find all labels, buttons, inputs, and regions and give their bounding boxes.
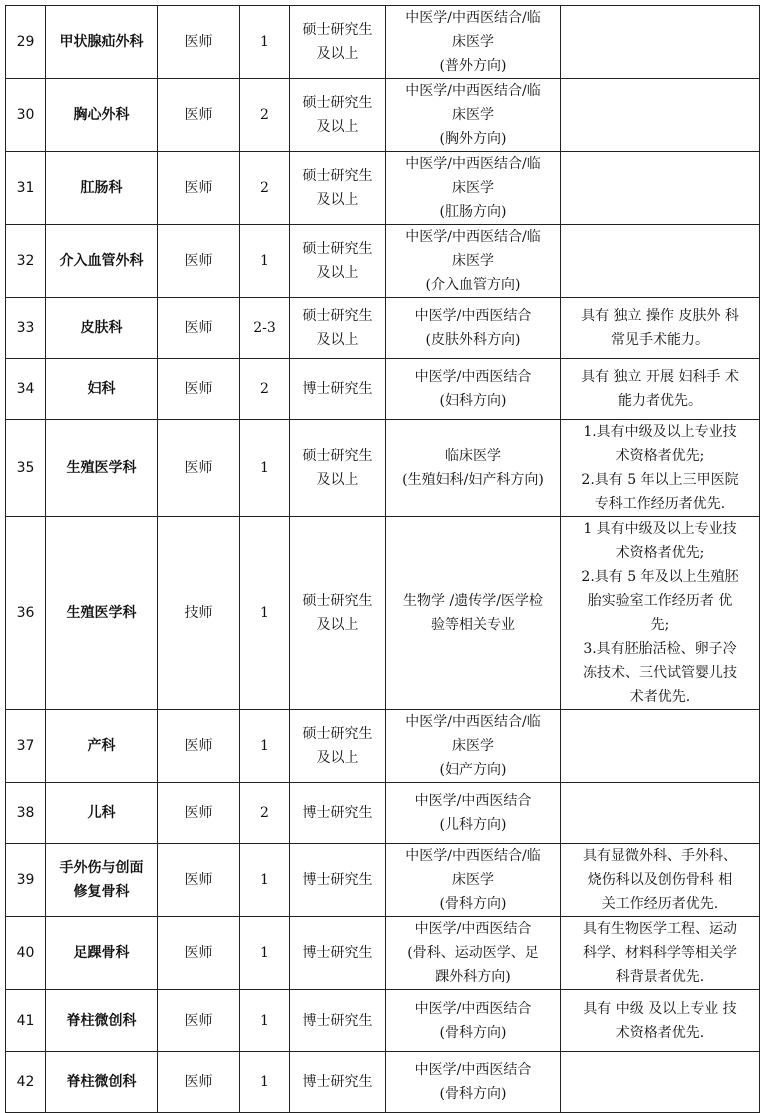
cell-text-line: 硕士研究生 (302, 726, 373, 742)
cell-text-line: 博士研究生 (302, 945, 373, 961)
cell-text: 32 (16, 253, 35, 269)
cell-text-line: 临床医学 (445, 448, 501, 464)
cell-text-line: (介入血管方向) (425, 277, 521, 293)
cell-text-line: 踝外科方向) (435, 969, 511, 985)
headcount-cell (240, 420, 290, 517)
row-number-cell (6, 225, 46, 298)
headcount-cell (240, 990, 290, 1052)
table-row (6, 225, 760, 298)
headcount-cell (240, 783, 290, 844)
cell-text: 1 (260, 738, 269, 754)
major-cell (386, 225, 561, 298)
requirement-cell (561, 298, 760, 359)
requirement-cell (561, 420, 760, 517)
position-cell (158, 225, 240, 298)
row-number-cell (6, 783, 46, 844)
department-cell (46, 1052, 158, 1113)
cell-text-line: 博士研究生 (302, 1012, 373, 1029)
cell-text-line: 中医学/中西医结合/临 (405, 229, 541, 245)
cell-text-line: 及以上 (316, 750, 359, 766)
cell-text: 医师 (184, 738, 213, 754)
education-cell (290, 225, 386, 298)
headcount-cell (240, 710, 290, 783)
cell-text: 2 (260, 107, 269, 123)
department-cell (46, 783, 158, 844)
major-cell (386, 152, 561, 225)
headcount-cell (240, 844, 290, 917)
cell-text-line: 及以上 (316, 119, 359, 135)
education-cell (290, 152, 386, 225)
cell-text-line: 及以上 (316, 617, 359, 633)
cell-text: 医师 (184, 460, 213, 476)
cell-text-line: 甲状腺疝外科 (59, 34, 144, 50)
department-cell (46, 6, 158, 79)
position-cell (158, 1052, 240, 1113)
cell-text: 33 (16, 320, 35, 336)
table-row (6, 152, 760, 225)
cell-text: 29 (16, 34, 35, 50)
department-cell (46, 152, 158, 225)
major-cell (386, 517, 561, 710)
cell-text-line: 术资格者优先; (615, 448, 705, 464)
position-cell (158, 844, 240, 917)
row-number-cell (6, 6, 46, 79)
row-number-cell (6, 298, 46, 359)
row-number-cell (6, 917, 46, 990)
cell-text-line: 修复骨科 (73, 884, 130, 900)
requirement-cell (561, 844, 760, 917)
table-row (6, 990, 760, 1052)
department-cell (46, 298, 158, 359)
department-cell (46, 225, 158, 298)
requirement-cell (561, 359, 760, 420)
requirement-cell (561, 517, 760, 710)
cell-text-line: 儿科 (87, 805, 116, 821)
cell-text-line: 1 具有中级及以上专业技 (583, 521, 737, 537)
cell-text-line: (普外方向) (439, 58, 507, 74)
requirement-cell (561, 990, 760, 1052)
row-number-cell (6, 1052, 46, 1113)
department-cell (46, 420, 158, 517)
cell-text: 1 (260, 34, 269, 50)
position-cell (158, 783, 240, 844)
cell-text-line: 科学、材料科学等相关学 (583, 945, 737, 961)
table-row (6, 917, 760, 990)
cell-text: 1 (260, 1074, 269, 1090)
cell-text-line: 床医学 (452, 738, 494, 754)
cell-text-line: 中医学/中西医结合 (414, 1062, 532, 1078)
major-cell (386, 917, 561, 990)
headcount-cell (240, 517, 290, 710)
cell-text-line: 具有显微外科、手外科、 (583, 848, 737, 864)
department-cell (46, 990, 158, 1052)
cell-text-line: 中医学/中西医结合/临 (405, 714, 541, 730)
cell-text-line: 具有 独立 开展 妇科手 术 (581, 369, 739, 385)
row-number-cell (6, 359, 46, 420)
education-cell (290, 990, 386, 1052)
cell-text: 技师 (184, 605, 213, 621)
major-cell (386, 298, 561, 359)
education-cell (290, 6, 386, 79)
position-cell (158, 517, 240, 710)
cell-text: 医师 (184, 34, 213, 50)
requirement-cell (561, 225, 760, 298)
cell-text-line: (肛肠方向) (439, 204, 507, 220)
cell-text-line: 科背景者优先. (615, 969, 705, 985)
cell-text-line: 具有 独立 操作 皮肤外 科 (581, 308, 739, 324)
headcount-cell (240, 298, 290, 359)
cell-text-line: 胸心外科 (73, 107, 130, 123)
requirement-cell (561, 1052, 760, 1113)
cell-text: 2 (260, 180, 269, 196)
cell-text-line: 足踝骨科 (73, 945, 130, 961)
cell-text: 40 (16, 945, 35, 961)
cell-text-line: 具有 中级 及以上专业 技 (583, 1000, 737, 1017)
department-cell (46, 917, 158, 990)
row-number-cell (6, 990, 46, 1052)
cell-text-line: (骨科、运动医学、足 (407, 945, 539, 961)
cell-text: 医师 (184, 180, 213, 196)
cell-text-line: 中医学/中西医结合 (414, 793, 532, 809)
cell-text-line: 妇科 (87, 381, 116, 397)
education-cell (290, 783, 386, 844)
headcount-cell (240, 359, 290, 420)
table-row (6, 710, 760, 783)
cell-text-line: 术资格者优先. (615, 1024, 705, 1041)
cell-text-line: 皮肤科 (80, 320, 123, 336)
requirement-cell (561, 79, 760, 152)
cell-text-line: 术资格者优先; (615, 545, 705, 561)
cell-text: 34 (16, 381, 35, 397)
document-page (5, 5, 760, 1113)
education-cell (290, 359, 386, 420)
department-cell (46, 517, 158, 710)
table-row (6, 298, 760, 359)
cell-text-line: 中医学/中西医结合/临 (405, 83, 541, 99)
table-row (6, 79, 760, 152)
cell-text-line: 介入血管外科 (59, 253, 144, 269)
cell-text: 42 (16, 1074, 35, 1090)
cell-text-line: 硕士研究生 (302, 593, 373, 609)
cell-text-line: 硕士研究生 (302, 168, 373, 184)
cell-text-line: 硕士研究生 (302, 95, 373, 111)
education-cell (290, 420, 386, 517)
cell-text-line: 专科工作经历者优先. (594, 496, 726, 512)
cell-text-line: (骨科方向) (439, 1086, 507, 1102)
cell-text-line: 烧伤科以及创伤骨科 相 (587, 872, 733, 888)
cell-text: 38 (16, 805, 35, 821)
row-number-cell (6, 420, 46, 517)
cell-text: 医师 (184, 1074, 213, 1090)
cell-text-line: 具有生物医学工程、运动 (583, 921, 737, 937)
cell-text-line: 及以上 (316, 192, 359, 208)
cell-text: 1 (260, 253, 269, 269)
cell-text: 36 (16, 605, 35, 621)
cell-text-line: 常见手术能力。 (611, 332, 709, 348)
cell-text-line: 2.具有 5 年及以上生殖胚 (581, 569, 739, 585)
cell-text: 1 (260, 1012, 269, 1029)
cell-text-line: 关工作经历者优先. (601, 896, 719, 912)
cell-text: 1 (260, 872, 269, 888)
cell-text-line: 中医学/中西医结合 (414, 369, 532, 385)
table-body (6, 6, 760, 1113)
cell-text-line: 生物学 /遗传学/医学检 (403, 593, 543, 609)
cell-text-line: (骨科方向) (439, 896, 507, 912)
row-number-cell (6, 844, 46, 917)
education-cell (290, 1052, 386, 1113)
cell-text-line: 硕士研究生 (302, 241, 373, 257)
cell-text-line: (骨科方向) (439, 1024, 507, 1041)
cell-text: 31 (16, 180, 35, 196)
cell-text-line: (胸外方向) (439, 131, 507, 147)
cell-text: 医师 (184, 107, 213, 123)
headcount-cell (240, 6, 290, 79)
cell-text-line: 床医学 (452, 180, 494, 196)
major-cell (386, 6, 561, 79)
cell-text: 1 (260, 605, 269, 621)
cell-text-line: 及以上 (316, 472, 359, 488)
major-cell (386, 79, 561, 152)
cell-text-line: 产科 (87, 738, 116, 754)
headcount-cell (240, 1052, 290, 1113)
cell-text: 医师 (184, 805, 213, 821)
cell-text: 医师 (184, 253, 213, 269)
cell-text: 医师 (184, 872, 213, 888)
position-cell (158, 710, 240, 783)
table-row (6, 420, 760, 517)
requirement-cell (561, 152, 760, 225)
cell-text: 医师 (184, 381, 213, 397)
cell-text-line: 博士研究生 (302, 805, 373, 821)
headcount-cell (240, 225, 290, 298)
cell-text-line: 冻技术、三代试管婴儿技 (583, 665, 737, 681)
requirement-cell (561, 783, 760, 844)
education-cell (290, 298, 386, 359)
cell-text-line: 中医学/中西医结合 (414, 308, 532, 324)
cell-text: 1 (260, 945, 269, 961)
cell-text-line: 及以上 (316, 46, 359, 62)
cell-text-line: (妇产方向) (439, 762, 507, 778)
row-number-cell (6, 517, 46, 710)
cell-text-line: 能力者优先。 (618, 393, 702, 409)
cell-text-line: 生殖医学科 (66, 460, 137, 476)
position-cell (158, 152, 240, 225)
headcount-cell (240, 917, 290, 990)
department-cell (46, 359, 158, 420)
position-cell (158, 990, 240, 1052)
department-cell (46, 844, 158, 917)
cell-text-line: 硕士研究生 (302, 448, 373, 464)
cell-text-line: 硕士研究生 (302, 22, 373, 38)
education-cell (290, 917, 386, 990)
cell-text-line: 床医学 (452, 34, 494, 50)
headcount-cell (240, 152, 290, 225)
cell-text-line: 中医学/中西医结合 (414, 1000, 532, 1017)
position-cell (158, 420, 240, 517)
position-cell (158, 6, 240, 79)
cell-text-line: 博士研究生 (302, 381, 373, 397)
cell-text-line: 床医学 (452, 107, 494, 123)
cell-text-line: 3.具有胚胎活检、卵子冷 (583, 641, 737, 657)
requirement-cell (561, 6, 760, 79)
major-cell (386, 359, 561, 420)
cell-text-line: 先; (650, 617, 670, 633)
cell-text-line: 脊柱微创科 (66, 1074, 137, 1090)
cell-text-line: 中医学/中西医结合 (414, 921, 532, 937)
cell-text-line: 验等相关专业 (431, 617, 515, 633)
cell-text-line: 生殖医学科 (66, 605, 137, 621)
education-cell (290, 79, 386, 152)
department-cell (46, 79, 158, 152)
cell-text: 2-3 (253, 320, 276, 336)
major-cell (386, 783, 561, 844)
table-row (6, 6, 760, 79)
cell-text: 医师 (184, 1012, 213, 1029)
cell-text-line: 中医学/中西医结合/临 (405, 848, 541, 864)
education-cell (290, 517, 386, 710)
row-number-cell (6, 79, 46, 152)
cell-text-line: 中医学/中西医结合/临 (405, 10, 541, 26)
recruitment-table (5, 5, 760, 1113)
cell-text-line: 手外伤与创面 (59, 860, 144, 876)
cell-text: 2 (260, 805, 269, 821)
position-cell (158, 298, 240, 359)
cell-text: 41 (16, 1012, 35, 1029)
cell-text-line: 胎实验室工作经历者 优 (587, 593, 733, 609)
cell-text-line: 硕士研究生 (302, 308, 373, 324)
position-cell (158, 917, 240, 990)
cell-text-line: 床医学 (452, 872, 494, 888)
row-number-cell (6, 152, 46, 225)
cell-text-line: 2.具有 5 年以上三甲医院 (581, 472, 739, 488)
cell-text-line: 1.具有中级及以上专业技 (583, 424, 737, 440)
major-cell (386, 420, 561, 517)
table-row (6, 517, 760, 710)
cell-text: 2 (260, 381, 269, 397)
cell-text-line: 中医学/中西医结合/临 (405, 156, 541, 172)
cell-text-line: 床医学 (452, 253, 494, 269)
cell-text: 医师 (184, 320, 213, 336)
cell-text: 30 (16, 107, 35, 123)
table-row (6, 1052, 760, 1113)
cell-text: 医师 (184, 945, 213, 961)
cell-text-line: (生殖妇科/妇产科方向) (402, 472, 544, 488)
major-cell (386, 710, 561, 783)
cell-text-line: 术者优先. (629, 689, 691, 705)
major-cell (386, 844, 561, 917)
cell-text-line: 肛肠科 (80, 180, 123, 196)
major-cell (386, 990, 561, 1052)
position-cell (158, 359, 240, 420)
cell-text-line: 博士研究生 (302, 872, 373, 888)
requirement-cell (561, 917, 760, 990)
position-cell (158, 79, 240, 152)
cell-text-line: 及以上 (316, 332, 359, 348)
cell-text-line: 脊柱微创科 (66, 1012, 137, 1029)
cell-text: 39 (16, 872, 35, 888)
major-cell (386, 1052, 561, 1113)
cell-text-line: 博士研究生 (302, 1074, 373, 1090)
headcount-cell (240, 79, 290, 152)
cell-text: 37 (16, 738, 35, 754)
cell-text-line: 及以上 (316, 265, 359, 281)
cell-text-line: (皮肤外科方向) (425, 332, 521, 348)
education-cell (290, 844, 386, 917)
row-number-cell (6, 710, 46, 783)
table-row (6, 844, 760, 917)
table-row (6, 783, 760, 844)
requirement-cell (561, 710, 760, 783)
table-row (6, 359, 760, 420)
department-cell (46, 710, 158, 783)
cell-text: 35 (16, 460, 35, 476)
education-cell (290, 710, 386, 783)
cell-text: 1 (260, 460, 269, 476)
cell-text-line: (儿科方向) (439, 817, 507, 833)
cell-text-line: (妇科方向) (439, 393, 507, 409)
